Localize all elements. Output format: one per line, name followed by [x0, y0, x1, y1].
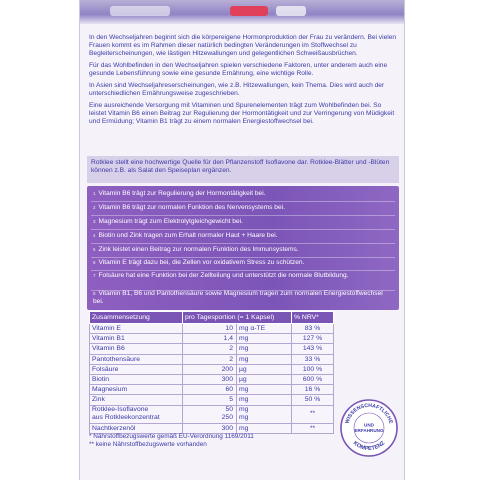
table-header-row [90, 312, 334, 324]
footnotes [89, 433, 339, 450]
intro-paragraph-4: Eine ausreichende Versorgung mit Vitaminen und Spurenelementen trägt zum Wohlbefinden bei. So leistet Vitamin B6 einen Beitrag zur Regulierung der Hormontätigkeit und zur Verringerung von Müdigkeit und Ermüdung; Vitamin B1 trägt zu einem normalen Energiestoffwechsel bei. [89, 101, 395, 125]
seal-text-top: WISSENSCHAFTLICHE [344, 402, 394, 425]
header-daily-portion: pro Tagesportion (= 1 Kapsel) [183, 312, 292, 324]
rotklee-note: Rotklee stellt eine hochwertige Quelle für den Pflanzenstoff Isoflavone dar. Rotklee-Blätter und -Blüten können z.B. als Salat den Speiseplan ergänzen. [87, 156, 399, 183]
claim-7: $^7$ Folsäure hat eine Funktion bei der Zellteilung und unterstützt die normale Blutbildung. [93, 272, 349, 279]
seal-text-und: UND [364, 422, 374, 428]
intro-text [89, 34, 397, 130]
claim-1: $^1$ Vitamin B6 trägt zur Regulierung der Hormontätigkeit bei. [93, 190, 266, 197]
package-back-panel [79, 0, 405, 480]
seal-text-bottom: KOMPETENZ [351, 440, 387, 453]
claim-3: $^3$ Magnesium trägt zum Elektrolytgleichgewicht bei. [93, 218, 243, 225]
footnote-no-nrv: ** keine Nährstoffbezugswerte vorhanden [89, 441, 207, 449]
claim-2: $^2$ Vitamin B6 trägt zur normalen Funktion des Nervensystems bei. [93, 204, 285, 211]
seal-text-erfahrung: ERFAHRUNG [354, 428, 384, 433]
claim-4: $^4$ Biotin und Zink tragen zum Erhalt normaler Haut + Haare bei. [93, 232, 278, 239]
table-row: Magnesium 60 mg 16 % [90, 385, 334, 395]
header-composition: Zusammensetzung [90, 312, 183, 324]
top-decor-strip [80, 0, 404, 24]
table-row: Vitamin B6 2 mg 143 % [90, 344, 334, 354]
claim-5: $^5$ Zink leistet einen Beitrag zur normalen Funktion des Immunsystems. [93, 246, 299, 253]
intro-paragraph-2: Für das Wohlbefinden in den Wechseljahren spielen verschiedene Faktoren, unter anderem auch eine gesunde Lebensführung sowie eine gesunde Ernährung, eine wichtige Rolle. [89, 62, 388, 78]
health-claims-box [87, 186, 399, 310]
table-row: Vitamin B1 1,4 mg 127 % [90, 334, 334, 344]
footnote-nrv: * Nährstoffbezugswerte gemäß EU-Verordnung 1169/2011 [89, 433, 254, 440]
nutrition-table [89, 311, 334, 434]
table-row: Folsäure 200 µg 100 % [90, 364, 334, 374]
intro-paragraph-3: In Asien sind Wechseljahreserscheinungen, wie z.B. Hitzewallungen, kein Thema. Dies wird auch der unterschiedlichen Ernährungsweise zugeschrieben. [89, 81, 385, 97]
table-row: Zink 5 mg 50 % [90, 395, 334, 405]
claim-6: $^6$ Vitamin E trägt dazu bei, die Zellen vor oxidativem Stress zu schützen. [93, 259, 305, 266]
table-row-rotklee: Rotklee-Isoflavone aus Rotkleekonzentrat 50 250 mg mg ** [90, 405, 334, 423]
intro-paragraph-1: In den Wechseljahren beginnt sich die körpereigene Hormonproduktion der Frau zu verändern. Bei vielen Frauen kommt es im Rahmen dieser natürlich bedingten Veränderungen im Stoffwechsel zu Begleiterscheinungen, wie lästigen Hitzewallungen und gelegentlichen Schweißausbrüchen. [89, 34, 397, 58]
claim-8: $^8$ Vitamin B1, B6 und Pantothensäure sowie Magnesium tragen zum normalen Energiestoffwechsel bei. [93, 290, 383, 306]
table-row: Vitamin E 10 mg α-TE 83 % [90, 324, 334, 334]
competence-seal-icon [339, 398, 399, 458]
table-row: Biotin 300 µg 600 % [90, 374, 334, 384]
header-nrv: % NRV* [292, 312, 334, 324]
table-row: Nachtkerzenöl 300 mg ** [90, 423, 334, 433]
table-row: Pantothensäure 2 mg 33 % [90, 354, 334, 364]
